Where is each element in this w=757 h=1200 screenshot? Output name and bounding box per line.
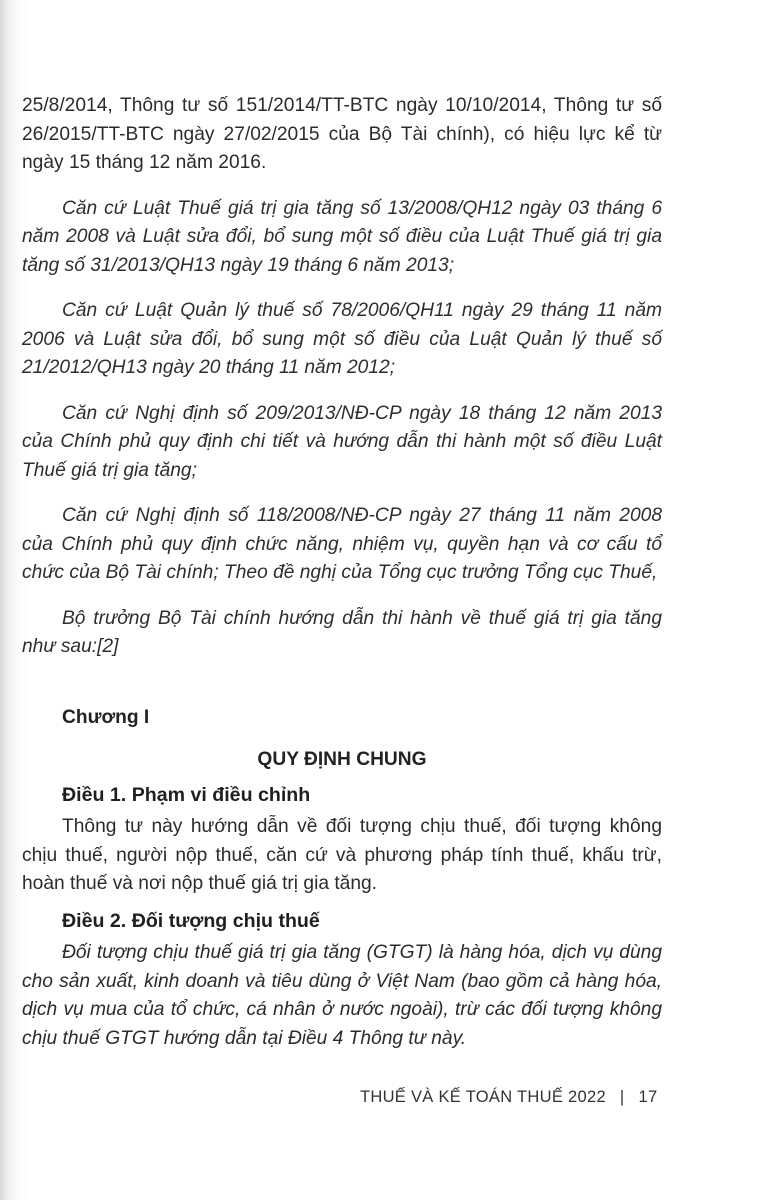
chapter-label: Chương I xyxy=(62,706,150,728)
intro-continuation-paragraph: 25/8/2014, Thông tư số 151/2014/TT-BTC ngày 10/10/2014, Thông tư số 26/2015/TT-BTC ngày 27/02/2015 của Bộ Tài chính), có hiệu lực kể từ ngày 15 tháng 12 năm 2016. xyxy=(22,95,662,173)
article-1-title: Điều 1. Phạm vi điều chỉnh xyxy=(62,783,311,806)
legal-basis-paragraph-4: Căn cứ Nghị định số 118/2008/NĐ-CP ngày 27 tháng 11 năm 2008 của Chính phủ quy định chức năng, nhiệm vụ, quyền hạn và cơ cấu tổ chức của Bộ Tài chính; Theo đề nghị của Tổng cục trưởng Tổng cục Thuế, xyxy=(22,505,662,583)
page-content xyxy=(22,92,662,1053)
chapter-title: QUY ĐỊNH CHUNG xyxy=(257,749,427,770)
article-2-title: Điều 2. Đối tượng chịu thuế xyxy=(62,909,320,932)
article-1-body: Thông tư này hướng dẫn về đối tượng chịu thuế, đối tượng không chịu thuế, người nộp thuế, căn cứ và phương pháp tính thuế, khấu trừ, hoàn thuế và nơi nộp thuế giá trị gia tăng. xyxy=(22,816,662,894)
minister-guidance-paragraph: Bộ trưởng Bộ Tài chính hướng dẫn thi hành về thuế giá trị gia tăng như sau:[2] xyxy=(22,607,662,657)
running-footer-title: THUẾ VÀ KẾ TOÁN THUẾ 2022 xyxy=(360,1088,606,1106)
page-number: 17 xyxy=(638,1088,658,1106)
page-footer xyxy=(360,1088,657,1107)
legal-basis-paragraph-3: Căn cứ Nghị định số 209/2013/NĐ-CP ngày 18 tháng 12 năm 2013 của Chính phủ quy định chi tiết và hướng dẫn thi hành một số điều Luật Thuế giá trị gia tăng; xyxy=(22,402,662,481)
legal-basis-paragraph-1: Căn cứ Luật Thuế giá trị gia tăng số 13/2008/QH12 ngày 03 tháng 6 năm 2008 và Luật sửa đổi, bổ sung một số điều của Luật Thuế giá trị gia tăng số 31/2013/QH13 ngày 19 tháng 6 năm 2013; xyxy=(22,197,662,276)
footer-separator: | xyxy=(619,1088,625,1106)
article-2-body: Đối tượng chịu thuế giá trị gia tăng (GTGT) là hàng hóa, dịch vụ dùng cho sản xuất, kinh doanh và tiêu dùng ở Việt Nam (bao gồm cả hàng hóa, dịch vụ mua của tổ chức, cá nhân ở nước ngoài), trừ các đối tượng không chịu thuế GTGT hướng dẫn tại Điều 4 Thông tư này. xyxy=(22,942,662,1049)
legal-basis-paragraph-2: Căn cứ Luật Quản lý thuế số 78/2006/QH11 ngày 29 tháng 11 năm 2006 và Luật sửa đổi, bổ sung một số điều của Luật Quản lý thuế số 21/2012/QH13 ngày 20 tháng 11 năm 2012; xyxy=(22,300,662,378)
